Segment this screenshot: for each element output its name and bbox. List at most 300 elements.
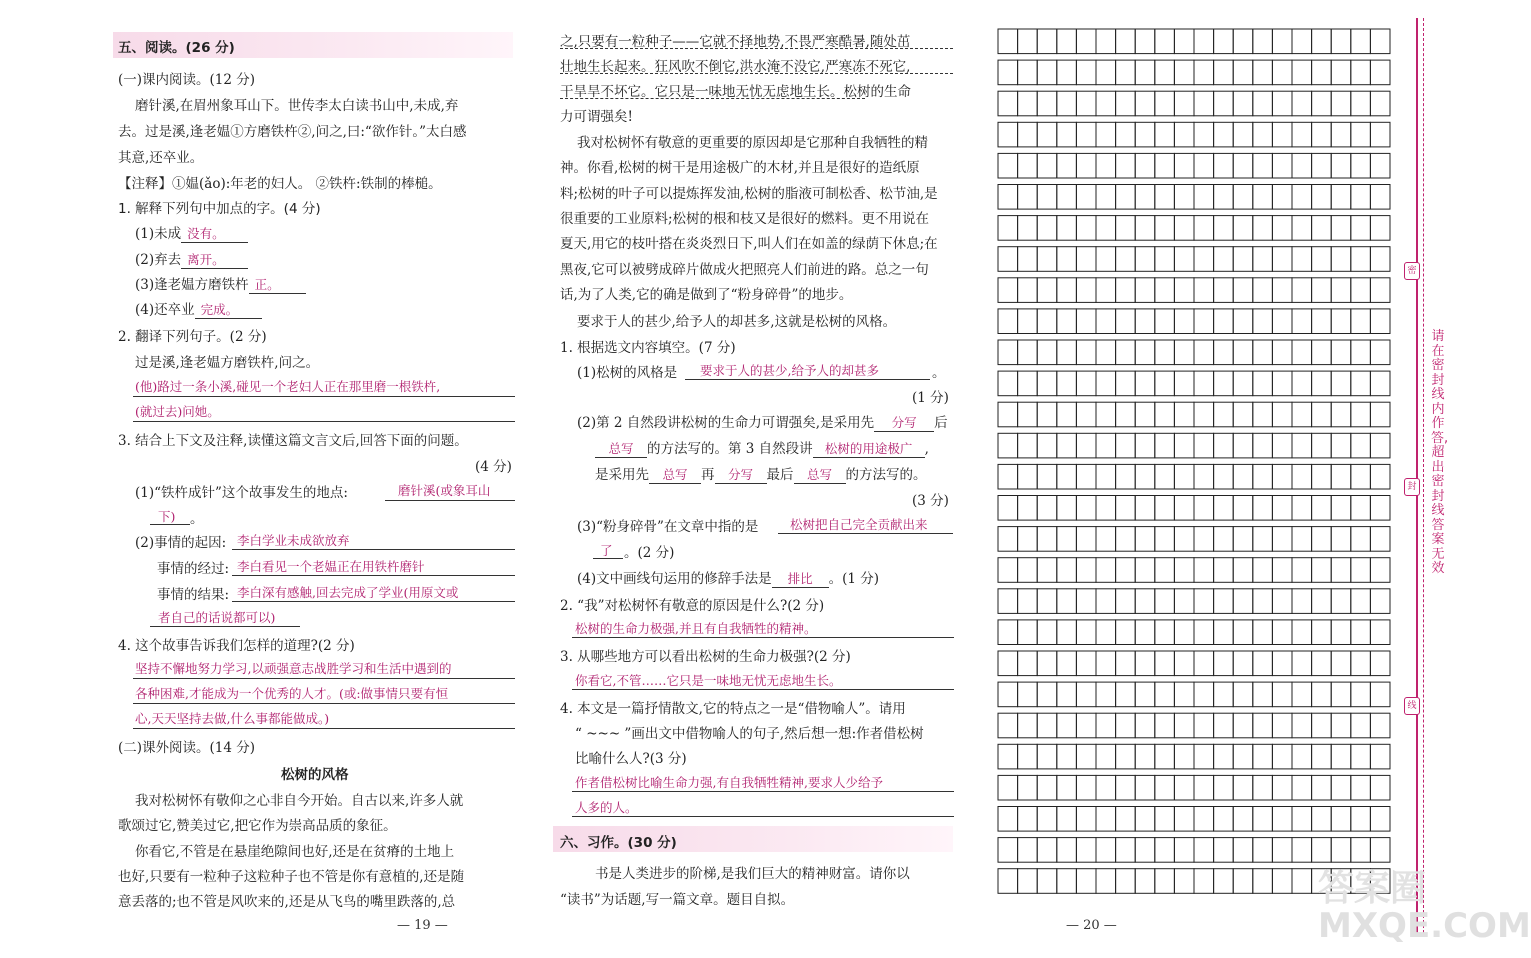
grid-cell[interactable] [1370, 496, 1390, 521]
grid-cell[interactable] [1096, 185, 1116, 210]
grid-cell[interactable] [1233, 122, 1253, 147]
grid-cell[interactable] [1018, 651, 1038, 676]
grid-cell[interactable] [1076, 464, 1096, 489]
grid-cell[interactable] [1155, 651, 1175, 676]
grid-cell[interactable] [1155, 713, 1175, 738]
grid-cell[interactable] [998, 153, 1018, 178]
grid-cell[interactable] [1312, 713, 1332, 738]
grid-cell[interactable] [1037, 340, 1057, 365]
grid-cell[interactable] [1194, 371, 1214, 396]
grid-cell[interactable] [1018, 682, 1038, 707]
grid-cell[interactable] [1331, 402, 1351, 427]
grid-cell[interactable] [1155, 527, 1175, 552]
grid-cell[interactable] [1312, 433, 1332, 458]
grid-cell[interactable] [1312, 496, 1332, 521]
grid-cell[interactable] [1370, 775, 1390, 800]
grid-cell[interactable] [1174, 527, 1194, 552]
grid-cell[interactable] [1214, 464, 1234, 489]
grid-cell[interactable] [1331, 340, 1351, 365]
grid-cell[interactable] [1312, 122, 1332, 147]
grid-cell[interactable] [1076, 340, 1096, 365]
grid-cell[interactable] [1312, 558, 1332, 583]
grid-cell[interactable] [1155, 682, 1175, 707]
grid-cell[interactable] [1370, 464, 1390, 489]
grid-cell[interactable] [1018, 185, 1038, 210]
grid-cell[interactable] [998, 29, 1018, 54]
grid-cell[interactable] [998, 775, 1018, 800]
grid-cell[interactable] [1018, 496, 1038, 521]
grid-cell[interactable] [1174, 464, 1194, 489]
grid-cell[interactable] [1292, 869, 1312, 894]
grid-cell[interactable] [1233, 527, 1253, 552]
grid-cell[interactable] [998, 713, 1018, 738]
grid-cell[interactable] [1253, 713, 1273, 738]
grid-cell[interactable] [1370, 153, 1390, 178]
grid-cell[interactable] [1331, 651, 1351, 676]
grid-cell[interactable] [1096, 309, 1116, 334]
grid-cell[interactable] [1037, 122, 1057, 147]
grid-cell[interactable] [1292, 682, 1312, 707]
grid-cell[interactable] [1194, 216, 1214, 241]
composition-grid[interactable] [997, 28, 1392, 908]
grid-cell[interactable] [1155, 185, 1175, 210]
grid-cell[interactable] [1194, 153, 1214, 178]
grid-cell[interactable] [1312, 371, 1332, 396]
grid-cell[interactable] [1214, 589, 1234, 614]
grid-cell[interactable] [1076, 247, 1096, 272]
grid-cell[interactable] [1155, 589, 1175, 614]
grid-cell[interactable] [1331, 775, 1351, 800]
grid-cell[interactable] [1174, 122, 1194, 147]
grid-cell[interactable] [1057, 464, 1077, 489]
grid-cell[interactable] [1155, 247, 1175, 272]
grid-cell[interactable] [1272, 713, 1292, 738]
grid-cell[interactable] [1057, 744, 1077, 769]
grid-cell[interactable] [1194, 527, 1214, 552]
grid-cell[interactable] [1370, 29, 1390, 54]
grid-cell[interactable] [1116, 496, 1136, 521]
grid-cell[interactable] [1096, 371, 1116, 396]
grid-cell[interactable] [1194, 433, 1214, 458]
grid-cell[interactable] [1331, 278, 1351, 303]
grid-cell[interactable] [1331, 153, 1351, 178]
grid-cell[interactable] [1096, 464, 1116, 489]
grid-cell[interactable] [1312, 60, 1332, 85]
grid-cell[interactable] [1174, 807, 1194, 832]
grid-cell[interactable] [1057, 402, 1077, 427]
grid-cell[interactable] [1370, 247, 1390, 272]
grid-cell[interactable] [1057, 869, 1077, 894]
grid-cell[interactable] [1194, 496, 1214, 521]
grid-cell[interactable] [1116, 60, 1136, 85]
grid-cell[interactable] [1253, 60, 1273, 85]
grid-cell[interactable] [1370, 589, 1390, 614]
grid-cell[interactable] [1214, 496, 1234, 521]
grid-cell[interactable] [1037, 433, 1057, 458]
grid-cell[interactable] [1253, 29, 1273, 54]
grid-cell[interactable] [1351, 247, 1371, 272]
grid-cell[interactable] [1214, 433, 1234, 458]
grid-cell[interactable] [1135, 60, 1155, 85]
grid-cell[interactable] [1214, 682, 1234, 707]
grid-cell[interactable] [1292, 309, 1312, 334]
grid-cell[interactable] [1351, 433, 1371, 458]
grid-cell[interactable] [1312, 247, 1332, 272]
grid-cell[interactable] [1233, 371, 1253, 396]
grid-cell[interactable] [1272, 29, 1292, 54]
grid-cell[interactable] [1135, 775, 1155, 800]
grid-cell[interactable] [1076, 527, 1096, 552]
grid-cell[interactable] [1253, 309, 1273, 334]
grid-cell[interactable] [1292, 91, 1312, 116]
grid-cell[interactable] [1331, 496, 1351, 521]
grid-cell[interactable] [1194, 278, 1214, 303]
grid-cell[interactable] [1155, 464, 1175, 489]
grid-cell[interactable] [1331, 185, 1351, 210]
grid-cell[interactable] [998, 278, 1018, 303]
grid-cell[interactable] [1194, 869, 1214, 894]
grid-cell[interactable] [1018, 775, 1038, 800]
grid-cell[interactable] [1096, 402, 1116, 427]
grid-cell[interactable] [1135, 433, 1155, 458]
grid-cell[interactable] [1312, 838, 1332, 863]
grid-cell[interactable] [1331, 713, 1351, 738]
grid-cell[interactable] [1312, 185, 1332, 210]
grid-cell[interactable] [1233, 496, 1253, 521]
grid-cell[interactable] [1351, 807, 1371, 832]
grid-cell[interactable] [1194, 247, 1214, 272]
grid-cell[interactable] [1116, 651, 1136, 676]
grid-cell[interactable] [1370, 682, 1390, 707]
grid-cell[interactable] [1272, 60, 1292, 85]
grid-cell[interactable] [1174, 744, 1194, 769]
grid-cell[interactable] [1018, 60, 1038, 85]
grid-cell[interactable] [1370, 278, 1390, 303]
grid-cell[interactable] [1351, 185, 1371, 210]
grid-cell[interactable] [1057, 651, 1077, 676]
grid-cell[interactable] [1135, 713, 1155, 738]
grid-cell[interactable] [1292, 278, 1312, 303]
grid-cell[interactable] [1370, 558, 1390, 583]
grid-cell[interactable] [1233, 838, 1253, 863]
grid-cell[interactable] [1037, 185, 1057, 210]
grid-cell[interactable] [1233, 713, 1253, 738]
grid-cell[interactable] [1292, 402, 1312, 427]
grid-cell[interactable] [1351, 402, 1371, 427]
grid-cell[interactable] [1135, 807, 1155, 832]
grid-cell[interactable] [1155, 216, 1175, 241]
grid-cell[interactable] [1057, 527, 1077, 552]
grid-cell[interactable] [1057, 29, 1077, 54]
grid-cell[interactable] [1076, 651, 1096, 676]
grid-cell[interactable] [1214, 807, 1234, 832]
grid-cell[interactable] [1018, 153, 1038, 178]
grid-cell[interactable] [1214, 558, 1234, 583]
grid-cell[interactable] [1076, 91, 1096, 116]
grid-cell[interactable] [1370, 402, 1390, 427]
grid-cell[interactable] [1253, 464, 1273, 489]
grid-cell[interactable] [1076, 278, 1096, 303]
grid-cell[interactable] [1096, 340, 1116, 365]
grid-cell[interactable] [998, 807, 1018, 832]
grid-cell[interactable] [1292, 496, 1312, 521]
grid-cell[interactable] [1057, 153, 1077, 178]
grid-cell[interactable] [1135, 651, 1155, 676]
grid-cell[interactable] [1214, 153, 1234, 178]
grid-cell[interactable] [1331, 682, 1351, 707]
grid-cell[interactable] [1057, 309, 1077, 334]
grid-cell[interactable] [1370, 60, 1390, 85]
grid-cell[interactable] [1272, 185, 1292, 210]
grid-cell[interactable] [1076, 807, 1096, 832]
grid-cell[interactable] [1155, 558, 1175, 583]
grid-cell[interactable] [1096, 713, 1116, 738]
grid-cell[interactable] [1057, 185, 1077, 210]
grid-cell[interactable] [1096, 91, 1116, 116]
grid-cell[interactable] [1057, 713, 1077, 738]
grid-cell[interactable] [1037, 713, 1057, 738]
grid-cell[interactable] [1233, 29, 1253, 54]
grid-cell[interactable] [998, 185, 1018, 210]
grid-cell[interactable] [1116, 775, 1136, 800]
grid-cell[interactable] [1272, 91, 1292, 116]
grid-cell[interactable] [1233, 247, 1253, 272]
grid-cell[interactable] [1312, 340, 1332, 365]
grid-cell[interactable] [998, 60, 1018, 85]
grid-cell[interactable] [1312, 682, 1332, 707]
grid-cell[interactable] [1116, 247, 1136, 272]
grid-cell[interactable] [1174, 433, 1194, 458]
grid-cell[interactable] [1018, 340, 1038, 365]
grid-cell[interactable] [1174, 682, 1194, 707]
grid-cell[interactable] [1312, 29, 1332, 54]
grid-cell[interactable] [1194, 29, 1214, 54]
grid-cell[interactable] [998, 838, 1018, 863]
grid-cell[interactable] [1292, 371, 1312, 396]
grid-cell[interactable] [1214, 838, 1234, 863]
grid-cell[interactable] [1135, 402, 1155, 427]
grid-cell[interactable] [1057, 247, 1077, 272]
grid-cell[interactable] [1116, 807, 1136, 832]
grid-cell[interactable] [1194, 185, 1214, 210]
grid-cell[interactable] [1331, 216, 1351, 241]
grid-cell[interactable] [1312, 651, 1332, 676]
grid-cell[interactable] [998, 527, 1018, 552]
grid-cell[interactable] [1135, 464, 1155, 489]
grid-cell[interactable] [1155, 807, 1175, 832]
grid-cell[interactable] [1096, 496, 1116, 521]
grid-cell[interactable] [998, 91, 1018, 116]
grid-cell[interactable] [1292, 807, 1312, 832]
grid-cell[interactable] [1174, 838, 1194, 863]
grid-cell[interactable] [1370, 620, 1390, 645]
grid-cell[interactable] [1076, 185, 1096, 210]
grid-cell[interactable] [1174, 713, 1194, 738]
grid-cell[interactable] [1135, 309, 1155, 334]
grid-cell[interactable] [1037, 496, 1057, 521]
grid-cell[interactable] [998, 402, 1018, 427]
grid-cell[interactable] [1331, 527, 1351, 552]
grid-cell[interactable] [1253, 869, 1273, 894]
grid-cell[interactable] [1076, 496, 1096, 521]
grid-cell[interactable] [1155, 60, 1175, 85]
grid-cell[interactable] [1194, 558, 1214, 583]
grid-cell[interactable] [1292, 464, 1312, 489]
grid-cell[interactable] [1233, 558, 1253, 583]
grid-cell[interactable] [1057, 216, 1077, 241]
grid-cell[interactable] [1076, 29, 1096, 54]
grid-cell[interactable] [1018, 713, 1038, 738]
grid-cell[interactable] [1135, 838, 1155, 863]
grid-cell[interactable] [1057, 775, 1077, 800]
grid-cell[interactable] [1174, 247, 1194, 272]
grid-cell[interactable] [1331, 558, 1351, 583]
grid-cell[interactable] [1312, 216, 1332, 241]
grid-cell[interactable] [1096, 807, 1116, 832]
grid-cell[interactable] [1253, 371, 1273, 396]
grid-cell[interactable] [1214, 869, 1234, 894]
grid-cell[interactable] [1292, 558, 1312, 583]
grid-cell[interactable] [1272, 153, 1292, 178]
grid-cell[interactable] [1331, 91, 1351, 116]
grid-cell[interactable] [1253, 216, 1273, 241]
grid-cell[interactable] [1292, 153, 1312, 178]
grid-cell[interactable] [1135, 558, 1155, 583]
grid-cell[interactable] [1331, 838, 1351, 863]
grid-cell[interactable] [1272, 247, 1292, 272]
grid-cell[interactable] [1096, 869, 1116, 894]
grid-cell[interactable] [1214, 775, 1234, 800]
grid-cell[interactable] [1253, 91, 1273, 116]
grid-cell[interactable] [1233, 185, 1253, 210]
grid-cell[interactable] [1018, 122, 1038, 147]
grid-cell[interactable] [1155, 153, 1175, 178]
grid-cell[interactable] [1233, 651, 1253, 676]
grid-cell[interactable] [1253, 247, 1273, 272]
grid-cell[interactable] [1370, 744, 1390, 769]
grid-cell[interactable] [1312, 620, 1332, 645]
grid-cell[interactable] [1272, 496, 1292, 521]
grid-cell[interactable] [1351, 838, 1371, 863]
grid-cell[interactable] [1272, 744, 1292, 769]
grid-cell[interactable] [1331, 122, 1351, 147]
grid-cell[interactable] [1116, 29, 1136, 54]
grid-cell[interactable] [1351, 713, 1371, 738]
grid-cell[interactable] [1214, 29, 1234, 54]
grid-cell[interactable] [1253, 807, 1273, 832]
grid-cell[interactable] [1272, 340, 1292, 365]
grid-cell[interactable] [1057, 620, 1077, 645]
grid-cell[interactable] [1076, 838, 1096, 863]
grid-cell[interactable] [1116, 682, 1136, 707]
grid-cell[interactable] [1135, 371, 1155, 396]
grid-cell[interactable] [1214, 60, 1234, 85]
grid-cell[interactable] [1351, 589, 1371, 614]
grid-cell[interactable] [1214, 185, 1234, 210]
grid-cell[interactable] [1096, 29, 1116, 54]
grid-cell[interactable] [1057, 682, 1077, 707]
grid-cell[interactable] [1233, 340, 1253, 365]
grid-cell[interactable] [1194, 682, 1214, 707]
grid-cell[interactable] [1037, 775, 1057, 800]
grid-cell[interactable] [1076, 589, 1096, 614]
grid-cell[interactable] [1370, 371, 1390, 396]
grid-cell[interactable] [1214, 91, 1234, 116]
grid-cell[interactable] [1155, 433, 1175, 458]
grid-cell[interactable] [1155, 775, 1175, 800]
grid-cell[interactable] [1135, 122, 1155, 147]
grid-cell[interactable] [1057, 60, 1077, 85]
grid-cell[interactable] [1233, 433, 1253, 458]
grid-cell[interactable] [1018, 558, 1038, 583]
grid-cell[interactable] [1057, 91, 1077, 116]
grid-cell[interactable] [1116, 278, 1136, 303]
grid-cell[interactable] [1331, 247, 1351, 272]
grid-cell[interactable] [1194, 122, 1214, 147]
grid-cell[interactable] [1037, 869, 1057, 894]
grid-cell[interactable] [998, 371, 1018, 396]
grid-cell[interactable] [998, 122, 1018, 147]
grid-cell[interactable] [1155, 838, 1175, 863]
grid-cell[interactable] [1037, 91, 1057, 116]
grid-cell[interactable] [1233, 620, 1253, 645]
grid-cell[interactable] [1057, 122, 1077, 147]
grid-cell[interactable] [1312, 402, 1332, 427]
grid-cell[interactable] [1370, 309, 1390, 334]
grid-cell[interactable] [1057, 371, 1077, 396]
grid-cell[interactable] [1351, 309, 1371, 334]
grid-cell[interactable] [1292, 433, 1312, 458]
grid-cell[interactable] [1351, 651, 1371, 676]
grid-cell[interactable] [1253, 402, 1273, 427]
grid-cell[interactable] [1194, 775, 1214, 800]
grid-cell[interactable] [1018, 402, 1038, 427]
grid-cell[interactable] [1116, 340, 1136, 365]
grid-cell[interactable] [998, 464, 1018, 489]
grid-cell[interactable] [1194, 309, 1214, 334]
grid-cell[interactable] [1116, 869, 1136, 894]
grid-cell[interactable] [1370, 807, 1390, 832]
grid-cell[interactable] [1135, 340, 1155, 365]
grid-cell[interactable] [998, 216, 1018, 241]
grid-cell[interactable] [1351, 775, 1371, 800]
grid-cell[interactable] [1351, 216, 1371, 241]
grid-cell[interactable] [1370, 185, 1390, 210]
grid-cell[interactable] [1037, 589, 1057, 614]
grid-cell[interactable] [1351, 620, 1371, 645]
grid-cell[interactable] [1037, 682, 1057, 707]
grid-cell[interactable] [1135, 91, 1155, 116]
grid-cell[interactable] [998, 744, 1018, 769]
grid-cell[interactable] [1018, 527, 1038, 552]
grid-cell[interactable] [1037, 620, 1057, 645]
grid-cell[interactable] [1174, 29, 1194, 54]
grid-cell[interactable] [1253, 744, 1273, 769]
grid-cell[interactable] [1370, 651, 1390, 676]
grid-cell[interactable] [1155, 496, 1175, 521]
grid-cell[interactable] [1331, 60, 1351, 85]
grid-cell[interactable] [1135, 153, 1155, 178]
grid-cell[interactable] [1292, 60, 1312, 85]
grid-cell[interactable] [1312, 589, 1332, 614]
grid-cell[interactable] [1292, 29, 1312, 54]
grid-cell[interactable] [1116, 713, 1136, 738]
grid-cell[interactable] [1174, 589, 1194, 614]
grid-cell[interactable] [1116, 527, 1136, 552]
grid-cell[interactable] [1116, 589, 1136, 614]
grid-cell[interactable] [1174, 371, 1194, 396]
grid-cell[interactable] [1018, 620, 1038, 645]
